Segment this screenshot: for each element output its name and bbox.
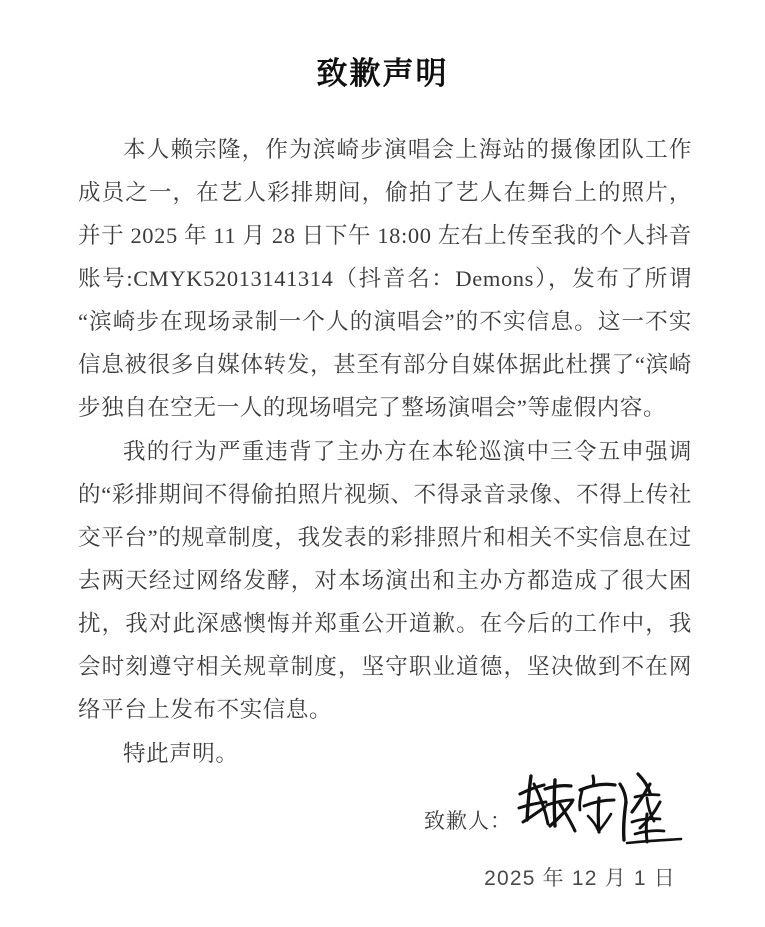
paragraph-1: 本人赖宗隆，作为滨崎步演唱会上海站的摄像团队工作成员之一，在艺人彩排期间，偷拍了艺人在舞台上的照片，并于 2025 年 11 月 28 日下午 18:00 左右上传至我的个人抖音账号:CMYK52013141314（抖音名：Demons），发布了所谓“滨崎步在现场录制一个人的演唱会”的不实信息。这一不实信息被很多自媒体转发，甚至有部分自媒体据此杜撰了“滨崎步独自在空无一人的现场唱完了整场演唱会”等虚假内容。 xyxy=(78,137,692,420)
page-title: 致歉声明 xyxy=(316,56,449,91)
paragraph-3: 特此声明。 xyxy=(123,741,239,766)
paragraph-2: 我的行为严重违背了主办方在本轮巡演中三令五申强调的“彩排期间不得偷拍照片视频、不得录音录像、不得上传社交平台”的规章制度，我发表的彩排照片和相关不实信息在过去两天经过网络发酵，对本场演出和主办方都造成了很大困扰，我对此深感懊悔并郑重公开道歉。在今后的工作中，我会时刻遵守相关规章制度，坚守职业道德，坚决做到不在网络平台上发布不实信息。 xyxy=(78,439,692,722)
document-body xyxy=(78,128,692,776)
signature-row xyxy=(424,764,684,852)
handwritten-signature-icon xyxy=(514,764,684,852)
signature-block xyxy=(78,752,692,912)
signature-label: 致歉人： xyxy=(424,809,512,833)
signature-date: 2025 年 12 月 1 日 xyxy=(484,867,676,890)
